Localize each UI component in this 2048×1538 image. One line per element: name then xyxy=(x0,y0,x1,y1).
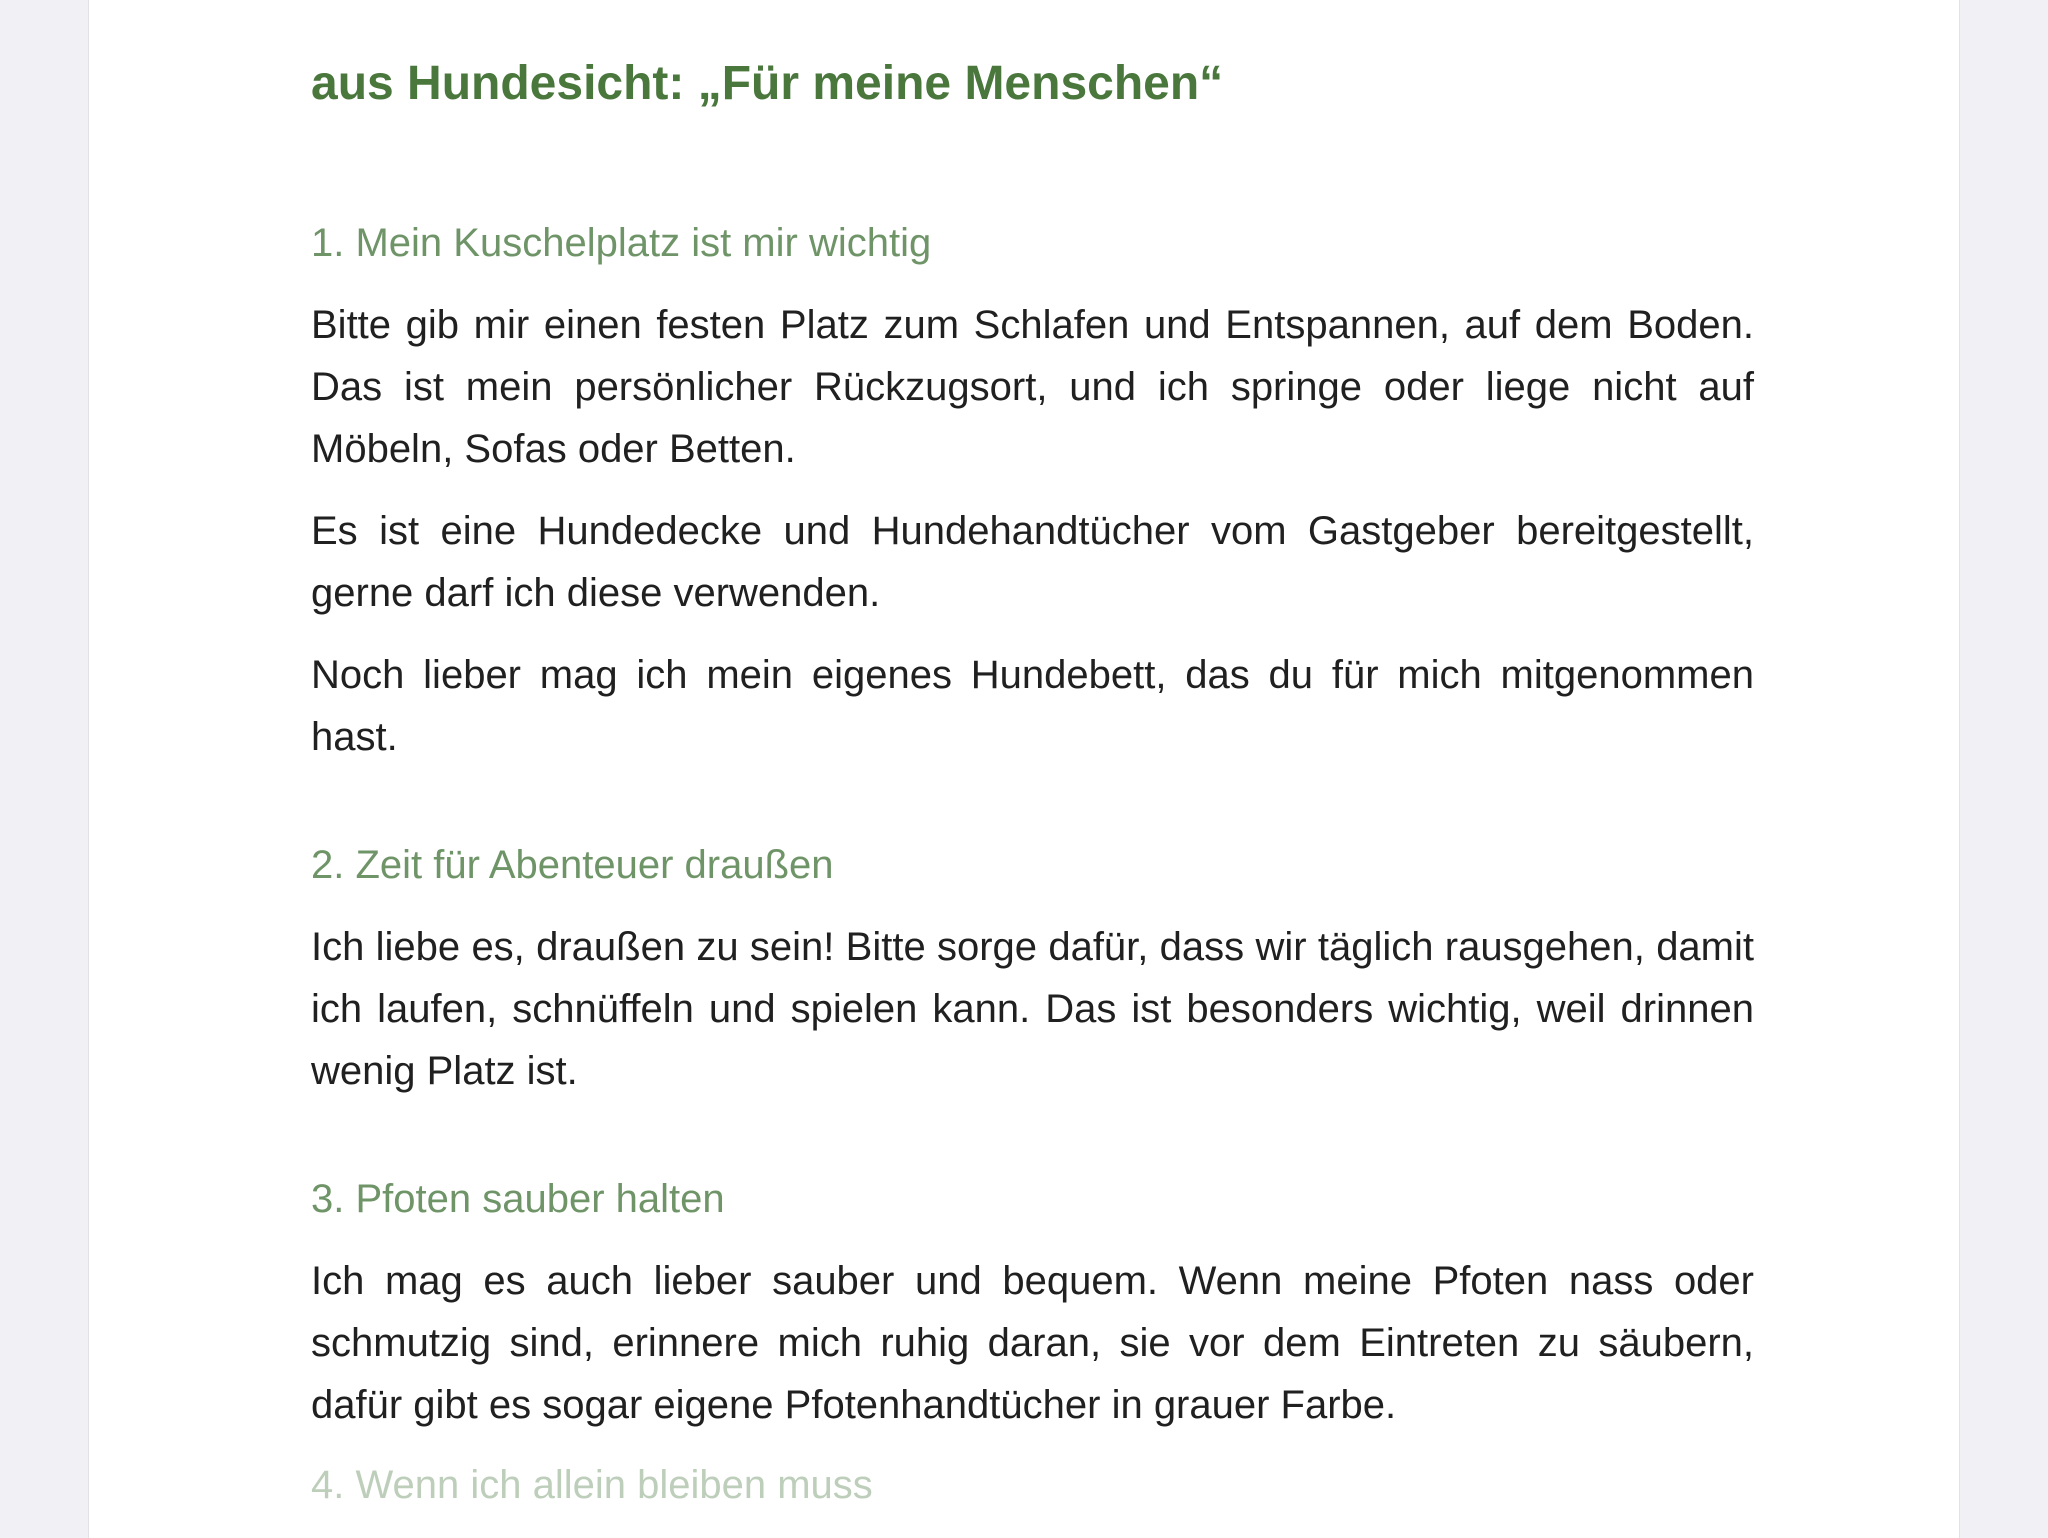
document-page xyxy=(88,0,1960,1538)
section-1-paragraph-2: Es ist eine Hundedecke und Hundehandtücher vom Gastgeber bereitgestellt, gerne darf ich diese verwenden. xyxy=(311,508,1754,615)
section-3-paragraph-1: Ich mag es auch lieber sauber und bequem. Wenn meine Pfoten nass oder schmutzig sind, erinnere mich ruhig daran, sie vor dem Eintreten zu säubern, dafür gibt es sogar eigene Pfotenhandtücher in grauer Farbe. xyxy=(311,1258,1754,1427)
section-4 xyxy=(311,1460,1754,1510)
section-3 xyxy=(311,1174,1754,1436)
document-content xyxy=(89,0,1959,1510)
section-1-paragraph-1: Bitte gib mir einen festen Platz zum Schlafen und Entspannen, auf dem Boden. Das ist mein persönlicher Rückzugsort, und ich springe oder liege nicht auf Möbeln, Sofas oder Betten. xyxy=(311,302,1754,471)
document-title: aus Hundesicht: „Für meine Menschen“ xyxy=(311,57,1224,110)
section-4-heading-partial: 4. Wenn ich allein bleiben muss xyxy=(311,1462,873,1507)
section-3-heading: 3. Pfoten sauber halten xyxy=(311,1176,725,1221)
section-2-paragraph-1: Ich liebe es, draußen zu sein! Bitte sorge dafür, dass wir täglich rausgehen, damit ich laufen, schnüffeln und spielen kann. Das ist besonders wichtig, weil drinnen wenig Platz ist. xyxy=(311,924,1754,1093)
section-2 xyxy=(311,840,1754,1102)
section-1-paragraph-3: Noch lieber mag ich mein eigenes Hundebett, das du für mich mitgenommen hast. xyxy=(311,652,1754,759)
section-2-heading: 2. Zeit für Abenteuer draußen xyxy=(311,842,834,887)
section-1-heading: 1. Mein Kuschelplatz ist mir wichtig xyxy=(311,220,932,265)
section-1 xyxy=(311,218,1754,768)
